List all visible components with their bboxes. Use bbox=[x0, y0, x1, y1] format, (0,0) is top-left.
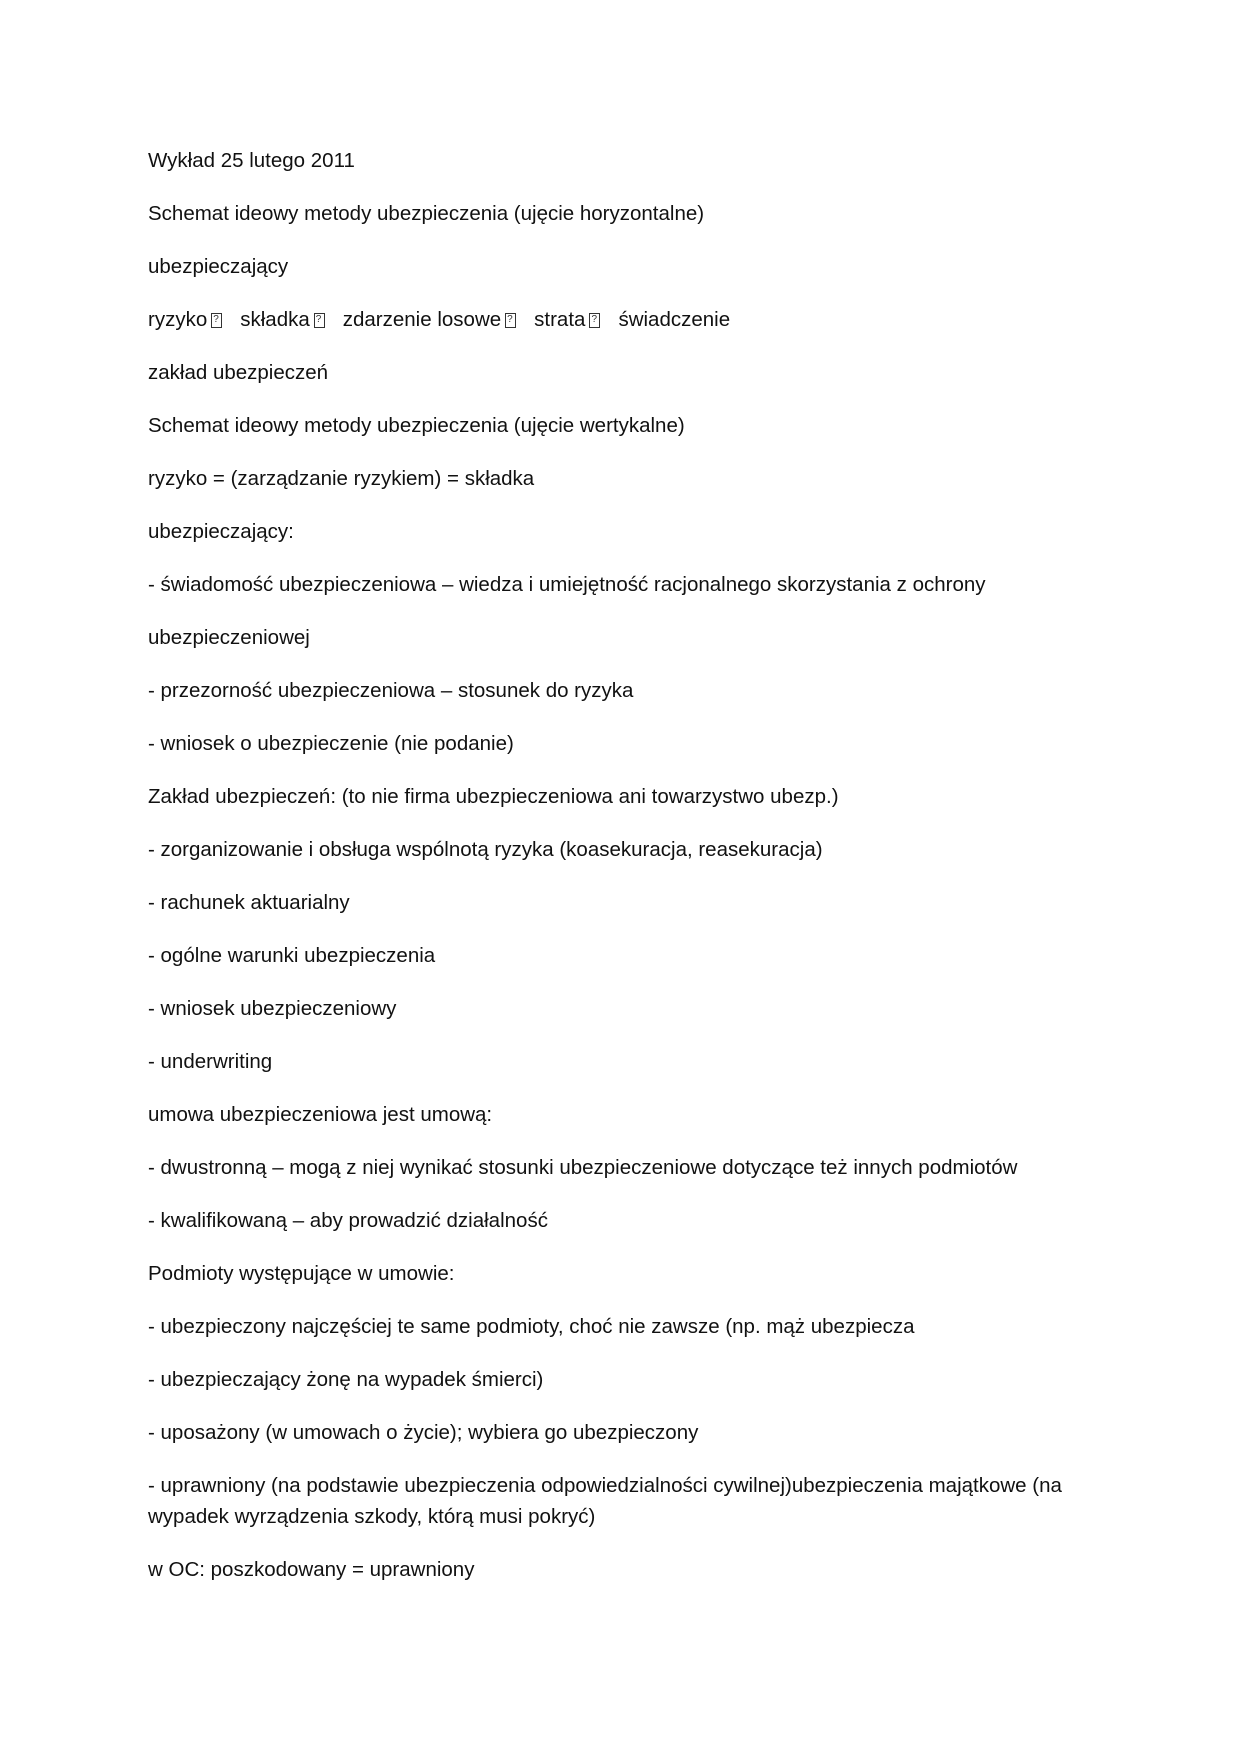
document-title: Wykład 25 lutego 2011 bbox=[148, 149, 355, 172]
text-line: - underwriting bbox=[148, 1050, 273, 1073]
text-line: zakład ubezpieczeń bbox=[148, 361, 329, 384]
text-line: - zorganizowanie i obsługa wspólnotą ryzyka (koasekuracja, reasekuracja) bbox=[148, 838, 823, 861]
flow-diagram-line bbox=[148, 304, 1108, 335]
text-line: ubezpieczający bbox=[148, 255, 289, 278]
flow-item: składka bbox=[240, 308, 310, 331]
flow-item: świadczenie bbox=[618, 308, 731, 331]
text-line: Schemat ideowy metody ubezpieczenia (ujęcie wertykalne) bbox=[148, 414, 685, 437]
text-line: - kwalifikowaną – aby prowadzić działalność bbox=[148, 1209, 548, 1232]
text-line: ryzyko = (zarządzanie ryzykiem) = składka bbox=[148, 467, 535, 490]
text-line: ubezpieczeniowej bbox=[148, 626, 310, 649]
text-line: - dwustronną – mogą z niej wynikać stosunki ubezpieczeniowe dotyczące też innych podmiotów bbox=[148, 1156, 1018, 1179]
arrow-placeholder-icon bbox=[211, 313, 222, 328]
text-line: Schemat ideowy metody ubezpieczenia (ujęcie horyzontalne) bbox=[148, 202, 705, 225]
text-line: w OC: poszkodowany = uprawniony bbox=[148, 1558, 475, 1581]
flow-item: ryzyko bbox=[148, 308, 208, 331]
text-line: - ubezpieczony najczęściej te same podmioty, choć nie zawsze (np. mąż ubezpiecza bbox=[148, 1315, 915, 1338]
text-line: - ogólne warunki ubezpieczenia bbox=[148, 944, 436, 967]
text-line: - przezorność ubezpieczeniowa – stosunek do ryzyka bbox=[148, 679, 634, 702]
text-line: Podmioty występujące w umowie: bbox=[148, 1262, 455, 1285]
flow-item: strata bbox=[534, 308, 586, 331]
text-line: Zakład ubezpieczeń: (to nie firma ubezpieczeniowa ani towarzystwo ubezp.) bbox=[148, 785, 839, 808]
text-line: - wniosek o ubezpieczenie (nie podanie) bbox=[148, 732, 514, 755]
text-line: - uprawniony (na podstawie ubezpieczenia odpowiedzialności cywilnej)ubezpieczenia majątkowe (na wypadek wyrządzenia szkody, którą musi pokryć) bbox=[148, 1474, 1062, 1528]
text-line: - uposażony (w umowach o życie); wybiera go ubezpieczony bbox=[148, 1421, 699, 1444]
text-line: - świadomość ubezpieczeniowa – wiedza i umiejętność racjonalnego skorzystania z ochrony bbox=[148, 573, 986, 596]
text-line: umowa ubezpieczeniowa jest umową: bbox=[148, 1103, 493, 1126]
text-line: - rachunek aktuarialny bbox=[148, 891, 350, 914]
arrow-placeholder-icon bbox=[589, 313, 600, 328]
text-line: - ubezpieczający żonę na wypadek śmierci) bbox=[148, 1368, 544, 1391]
text-line: - wniosek ubezpieczeniowy bbox=[148, 997, 397, 1020]
arrow-placeholder-icon bbox=[314, 313, 325, 328]
arrow-placeholder-icon bbox=[505, 313, 516, 328]
flow-item: zdarzenie losowe bbox=[342, 308, 502, 331]
text-line: ubezpieczający: bbox=[148, 520, 294, 543]
